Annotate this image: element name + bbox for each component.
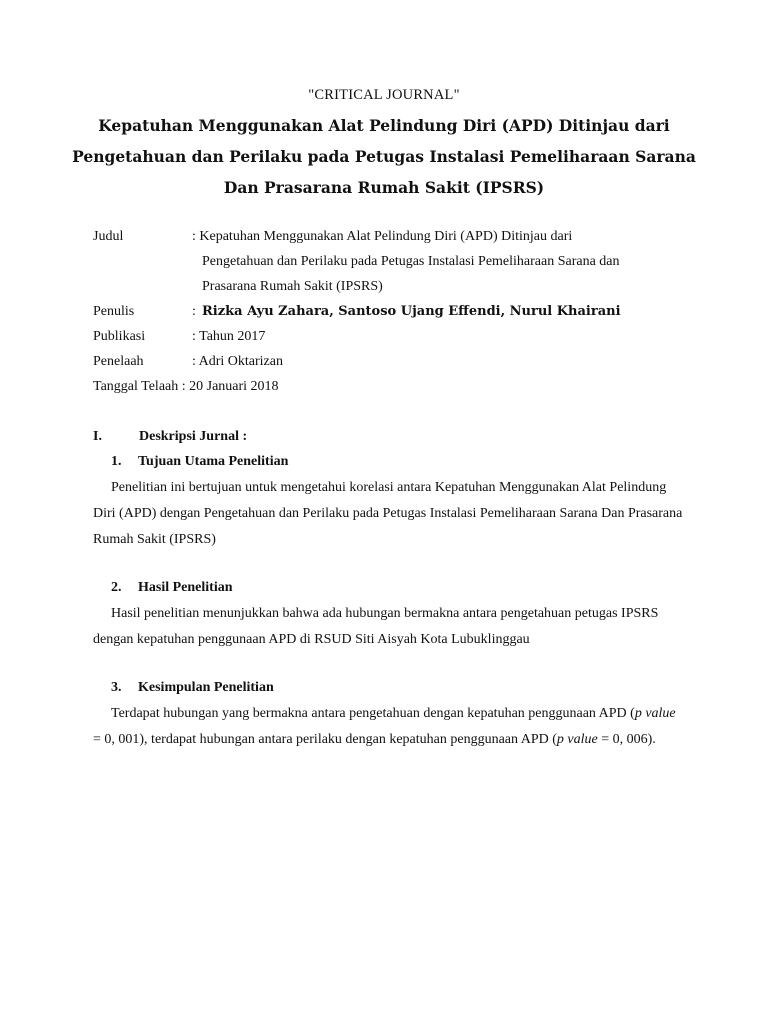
subsection-hasil bbox=[93, 575, 683, 653]
title-line-2: Pengetahuan dan Perilaku pada Petugas Instalasi Pemeliharaan Sarana bbox=[72, 147, 696, 166]
penelaah-value: : Adri Oktarizan bbox=[192, 354, 283, 369]
judul-value-line-1: : Kepatuhan Menggunakan Alat Pelindung Diri (APD) Ditinjau dari bbox=[192, 229, 573, 244]
judul-label: Judul bbox=[93, 229, 124, 244]
publikasi-value: : Tahun 2017 bbox=[192, 329, 266, 344]
subsection-tujuan bbox=[93, 449, 683, 553]
section-heading bbox=[93, 427, 393, 447]
subsection-title: Kesimpulan Penelitian bbox=[138, 680, 274, 695]
document-label: "CRITICAL JOURNAL" bbox=[308, 87, 460, 103]
tanggal-row bbox=[93, 374, 693, 399]
penulis-value: Rizka Ayu Zahara, Santoso Ujang Effendi, Nurul Khairani bbox=[202, 304, 621, 319]
metadata-block bbox=[93, 224, 693, 399]
section-number: I. bbox=[93, 429, 102, 444]
subsection-title: Tujuan Utama Penelitian bbox=[138, 454, 289, 469]
penulis-colon: : bbox=[192, 304, 196, 319]
journal-title bbox=[60, 110, 708, 203]
subsection-paragraph: Penelitian ini bertujuan untuk mengetahui korelasi antara Kepatuhan Menggunakan Alat Pelindung Diri (APD) dengan Pengetahuan dan Perilaku pada Petugas Instalasi Pemeliharaan Sarana Dan Prasarana Rumah Sakit (IPSRS) bbox=[93, 480, 683, 547]
kesimpulan-text-b: = 0, 001), terdapat hubungan antara perilaku dengan kepatuhan penggunaan APD ( bbox=[93, 732, 557, 747]
section-title: Deskripsi Jurnal : bbox=[139, 429, 248, 444]
title-line-1: Kepatuhan Menggunakan Alat Pelindung Diri (APD) Ditinjau dari bbox=[98, 116, 670, 135]
subsection-number: 1. bbox=[111, 454, 122, 469]
kesimpulan-text-c: = 0, 006). bbox=[597, 732, 656, 747]
penulis-row bbox=[93, 299, 693, 324]
publikasi-row bbox=[93, 324, 693, 349]
subsection-kesimpulan bbox=[93, 675, 683, 753]
penelaah-label: Penelaah bbox=[93, 354, 144, 369]
penelaah-row bbox=[93, 349, 693, 374]
subsection-heading bbox=[93, 675, 683, 700]
judul-row bbox=[93, 224, 693, 249]
p-value-label-1: p value bbox=[634, 706, 676, 721]
subsection-number: 2. bbox=[111, 580, 122, 595]
p-value-label-2: p value bbox=[556, 732, 598, 747]
judul-row-cont-2 bbox=[93, 274, 693, 299]
title-line-3: Dan Prasarana Rumah Sakit (IPSRS) bbox=[223, 178, 545, 197]
subsection-title: Hasil Penelitian bbox=[138, 580, 233, 595]
subsection-number: 3. bbox=[111, 680, 122, 695]
judul-value-line-3: Prasarana Rumah Sakit (IPSRS) bbox=[202, 279, 383, 294]
tanggal-telaah: Tanggal Telaah : 20 Januari 2018 bbox=[93, 379, 279, 394]
subsection-heading bbox=[93, 449, 683, 474]
publikasi-label: Publikasi bbox=[93, 329, 146, 344]
subsection-heading bbox=[93, 575, 683, 600]
kesimpulan-text-a: Terdapat hubungan yang bermakna antara pengetahuan dengan kepatuhan penggunaan APD ( bbox=[111, 706, 635, 721]
subsection-paragraph bbox=[93, 701, 683, 753]
judul-row-cont-1 bbox=[93, 249, 693, 274]
subsection-paragraph: Hasil penelitian menunjukkan bahwa ada hubungan bermakna antara pengetahuan petugas IPSRS dengan kepatuhan penggunaan APD di RSUD Siti Aisyah Kota Lubuklinggau bbox=[93, 606, 659, 647]
penulis-label: Penulis bbox=[93, 304, 135, 319]
judul-value-line-2: Pengetahuan dan Perilaku pada Petugas Instalasi Pemeliharaan Sarana dan bbox=[202, 254, 620, 269]
